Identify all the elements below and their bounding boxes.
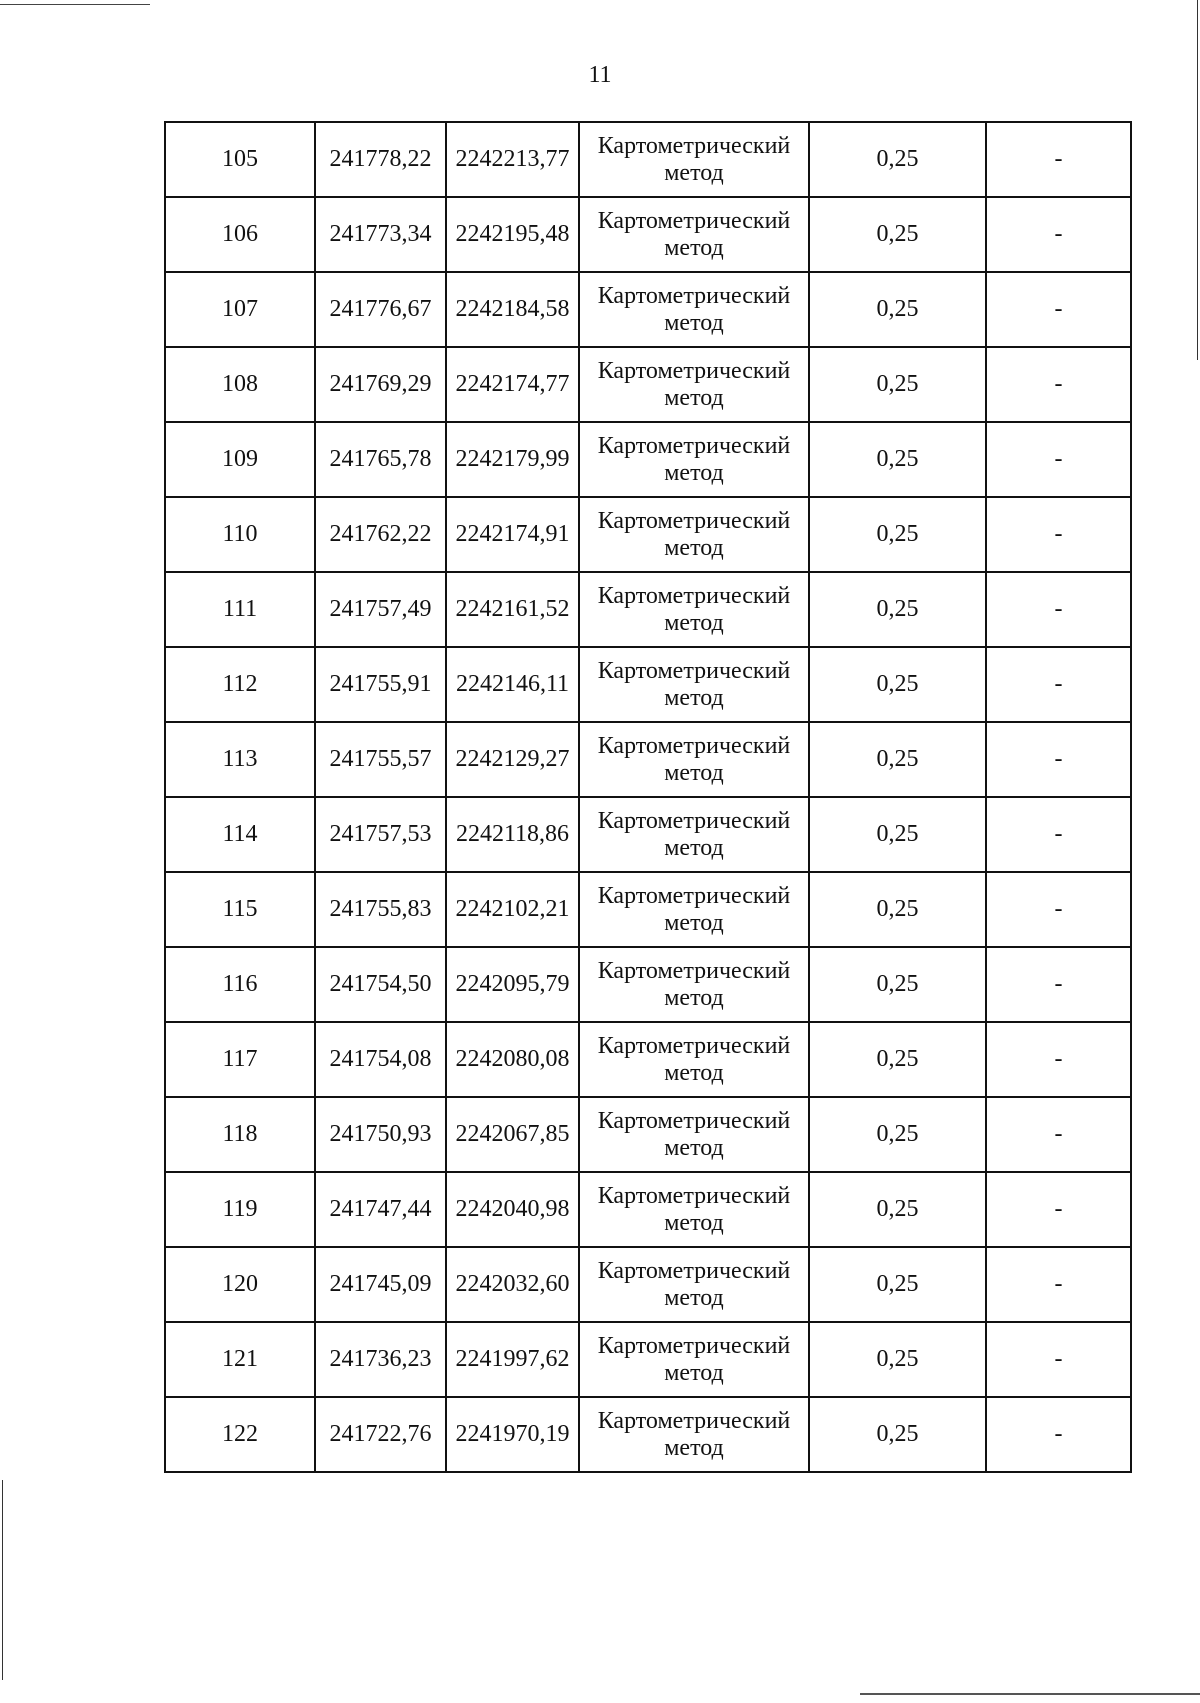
point-number-cell: 119 xyxy=(165,1172,315,1247)
note-cell: - xyxy=(986,122,1131,197)
point-number-cell: 111 xyxy=(165,572,315,647)
y-coordinate-cell: 2242213,77 xyxy=(446,122,579,197)
table-row xyxy=(165,1022,1131,1097)
method-cell xyxy=(579,422,809,497)
method-cell xyxy=(579,1097,809,1172)
method-line-2: метод xyxy=(664,234,724,261)
note-cell: - xyxy=(986,1097,1131,1172)
method-line-1: Картометрический xyxy=(597,1407,791,1434)
point-number-cell: 107 xyxy=(165,272,315,347)
coordinates-table xyxy=(164,121,1132,1473)
method-cell xyxy=(579,1172,809,1247)
point-number-cell: 112 xyxy=(165,647,315,722)
point-number-cell: 120 xyxy=(165,1247,315,1322)
table-row xyxy=(165,722,1131,797)
y-coordinate-cell: 2242174,91 xyxy=(446,497,579,572)
note-cell: - xyxy=(986,722,1131,797)
table-row xyxy=(165,1172,1131,1247)
note-cell: - xyxy=(986,497,1131,572)
y-coordinate-cell: 2242067,85 xyxy=(446,1097,579,1172)
table-row xyxy=(165,497,1131,572)
point-number-cell: 117 xyxy=(165,1022,315,1097)
table-row xyxy=(165,1397,1131,1472)
note-cell: - xyxy=(986,1022,1131,1097)
x-coordinate-cell: 241745,09 xyxy=(315,1247,446,1322)
method-line-2: метод xyxy=(664,1284,724,1311)
note-cell: - xyxy=(986,797,1131,872)
method-line-2: метод xyxy=(664,1059,724,1086)
y-coordinate-cell: 2242129,27 xyxy=(446,722,579,797)
method-cell xyxy=(579,797,809,872)
point-number-cell: 116 xyxy=(165,947,315,1022)
table-row xyxy=(165,1322,1131,1397)
note-cell: - xyxy=(986,572,1131,647)
point-number-cell: 110 xyxy=(165,497,315,572)
accuracy-cell: 0,25 xyxy=(809,947,986,1022)
method-cell xyxy=(579,872,809,947)
scan-edge-bottom xyxy=(860,1693,1200,1695)
accuracy-cell: 0,25 xyxy=(809,272,986,347)
method-line-2: метод xyxy=(664,534,724,561)
x-coordinate-cell: 241755,83 xyxy=(315,872,446,947)
table-row xyxy=(165,797,1131,872)
table-row xyxy=(165,647,1131,722)
point-number-cell: 121 xyxy=(165,1322,315,1397)
point-number-cell: 109 xyxy=(165,422,315,497)
point-number-cell: 108 xyxy=(165,347,315,422)
accuracy-cell: 0,25 xyxy=(809,197,986,272)
point-number-cell: 113 xyxy=(165,722,315,797)
method-cell xyxy=(579,1322,809,1397)
point-number-cell: 114 xyxy=(165,797,315,872)
point-number-cell: 122 xyxy=(165,1397,315,1472)
point-number-cell: 105 xyxy=(165,122,315,197)
y-coordinate-cell: 2241970,19 xyxy=(446,1397,579,1472)
method-line-1: Картометрический xyxy=(597,732,791,759)
point-number-cell: 115 xyxy=(165,872,315,947)
table-row xyxy=(165,872,1131,947)
x-coordinate-cell: 241755,57 xyxy=(315,722,446,797)
table-row xyxy=(165,272,1131,347)
accuracy-cell: 0,25 xyxy=(809,872,986,947)
method-line-2: метод xyxy=(664,609,724,636)
method-cell xyxy=(579,272,809,347)
scan-edge-left xyxy=(2,1480,3,1680)
method-line-2: метод xyxy=(664,384,724,411)
x-coordinate-cell: 241755,91 xyxy=(315,647,446,722)
note-cell: - xyxy=(986,1172,1131,1247)
note-cell: - xyxy=(986,272,1131,347)
method-line-1: Картометрический xyxy=(597,1332,791,1359)
method-cell xyxy=(579,122,809,197)
table-row xyxy=(165,1097,1131,1172)
y-coordinate-cell: 2242174,77 xyxy=(446,347,579,422)
table-row xyxy=(165,347,1131,422)
coordinates-table-body xyxy=(165,122,1131,1472)
accuracy-cell: 0,25 xyxy=(809,122,986,197)
x-coordinate-cell: 241762,22 xyxy=(315,497,446,572)
x-coordinate-cell: 241778,22 xyxy=(315,122,446,197)
y-coordinate-cell: 2242161,52 xyxy=(446,572,579,647)
method-line-2: метод xyxy=(664,759,724,786)
method-line-1: Картометрический xyxy=(597,1032,791,1059)
x-coordinate-cell: 241750,93 xyxy=(315,1097,446,1172)
table-row xyxy=(165,122,1131,197)
method-line-2: метод xyxy=(664,909,724,936)
table-row xyxy=(165,197,1131,272)
y-coordinate-cell: 2242032,60 xyxy=(446,1247,579,1322)
accuracy-cell: 0,25 xyxy=(809,1097,986,1172)
accuracy-cell: 0,25 xyxy=(809,1247,986,1322)
accuracy-cell: 0,25 xyxy=(809,1397,986,1472)
method-cell xyxy=(579,197,809,272)
accuracy-cell: 0,25 xyxy=(809,647,986,722)
method-line-1: Картометрический xyxy=(597,1107,791,1134)
accuracy-cell: 0,25 xyxy=(809,797,986,872)
method-line-2: метод xyxy=(664,309,724,336)
method-cell xyxy=(579,947,809,1022)
x-coordinate-cell: 241754,50 xyxy=(315,947,446,1022)
method-line-2: метод xyxy=(664,984,724,1011)
y-coordinate-cell: 2242080,08 xyxy=(446,1022,579,1097)
accuracy-cell: 0,25 xyxy=(809,1022,986,1097)
x-coordinate-cell: 241754,08 xyxy=(315,1022,446,1097)
method-cell xyxy=(579,347,809,422)
y-coordinate-cell: 2242146,11 xyxy=(446,647,579,722)
scan-edge-top xyxy=(0,4,150,5)
x-coordinate-cell: 241747,44 xyxy=(315,1172,446,1247)
method-cell xyxy=(579,572,809,647)
method-line-1: Картометрический xyxy=(597,807,791,834)
method-line-1: Картометрический xyxy=(597,957,791,984)
method-line-1: Картометрический xyxy=(597,507,791,534)
method-cell xyxy=(579,722,809,797)
accuracy-cell: 0,25 xyxy=(809,422,986,497)
accuracy-cell: 0,25 xyxy=(809,1322,986,1397)
method-line-1: Картометрический xyxy=(597,207,791,234)
x-coordinate-cell: 241757,53 xyxy=(315,797,446,872)
page-number: 11 xyxy=(588,62,612,88)
table-row xyxy=(165,1247,1131,1322)
x-coordinate-cell: 241736,23 xyxy=(315,1322,446,1397)
note-cell: - xyxy=(986,947,1131,1022)
method-cell xyxy=(579,1397,809,1472)
y-coordinate-cell: 2242102,21 xyxy=(446,872,579,947)
table-row xyxy=(165,422,1131,497)
method-line-2: метод xyxy=(664,1209,724,1236)
method-line-1: Картометрический xyxy=(597,1182,791,1209)
method-line-2: метод xyxy=(664,459,724,486)
method-line-1: Картометрический xyxy=(597,432,791,459)
y-coordinate-cell: 2242179,99 xyxy=(446,422,579,497)
point-number-cell: 106 xyxy=(165,197,315,272)
method-cell xyxy=(579,497,809,572)
method-line-1: Картометрический xyxy=(597,882,791,909)
table-row xyxy=(165,572,1131,647)
note-cell: - xyxy=(986,422,1131,497)
method-line-1: Картометрический xyxy=(597,282,791,309)
method-line-1: Картометрический xyxy=(597,657,791,684)
method-line-1: Картометрический xyxy=(597,582,791,609)
x-coordinate-cell: 241765,78 xyxy=(315,422,446,497)
x-coordinate-cell: 241769,29 xyxy=(315,347,446,422)
scan-edge-right xyxy=(1197,0,1198,360)
y-coordinate-cell: 2242184,58 xyxy=(446,272,579,347)
point-number-cell: 118 xyxy=(165,1097,315,1172)
x-coordinate-cell: 241776,67 xyxy=(315,272,446,347)
note-cell: - xyxy=(986,647,1131,722)
method-line-1: Картометрический xyxy=(597,132,791,159)
note-cell: - xyxy=(986,1322,1131,1397)
x-coordinate-cell: 241757,49 xyxy=(315,572,446,647)
y-coordinate-cell: 2241997,62 xyxy=(446,1322,579,1397)
accuracy-cell: 0,25 xyxy=(809,1172,986,1247)
note-cell: - xyxy=(986,872,1131,947)
y-coordinate-cell: 2242118,86 xyxy=(446,797,579,872)
x-coordinate-cell: 241722,76 xyxy=(315,1397,446,1472)
accuracy-cell: 0,25 xyxy=(809,572,986,647)
method-cell xyxy=(579,647,809,722)
method-line-1: Картометрический xyxy=(597,1257,791,1284)
accuracy-cell: 0,25 xyxy=(809,347,986,422)
method-line-1: Картометрический xyxy=(597,357,791,384)
table-row xyxy=(165,947,1131,1022)
method-line-2: метод xyxy=(664,1134,724,1161)
note-cell: - xyxy=(986,1397,1131,1472)
method-line-2: метод xyxy=(664,834,724,861)
method-line-2: метод xyxy=(664,1434,724,1461)
method-cell xyxy=(579,1022,809,1097)
note-cell: - xyxy=(986,347,1131,422)
method-line-2: метод xyxy=(664,159,724,186)
method-line-2: метод xyxy=(664,1359,724,1386)
method-line-2: метод xyxy=(664,684,724,711)
y-coordinate-cell: 2242095,79 xyxy=(446,947,579,1022)
note-cell: - xyxy=(986,1247,1131,1322)
accuracy-cell: 0,25 xyxy=(809,722,986,797)
x-coordinate-cell: 241773,34 xyxy=(315,197,446,272)
accuracy-cell: 0,25 xyxy=(809,497,986,572)
y-coordinate-cell: 2242195,48 xyxy=(446,197,579,272)
method-cell xyxy=(579,1247,809,1322)
y-coordinate-cell: 2242040,98 xyxy=(446,1172,579,1247)
note-cell: - xyxy=(986,197,1131,272)
